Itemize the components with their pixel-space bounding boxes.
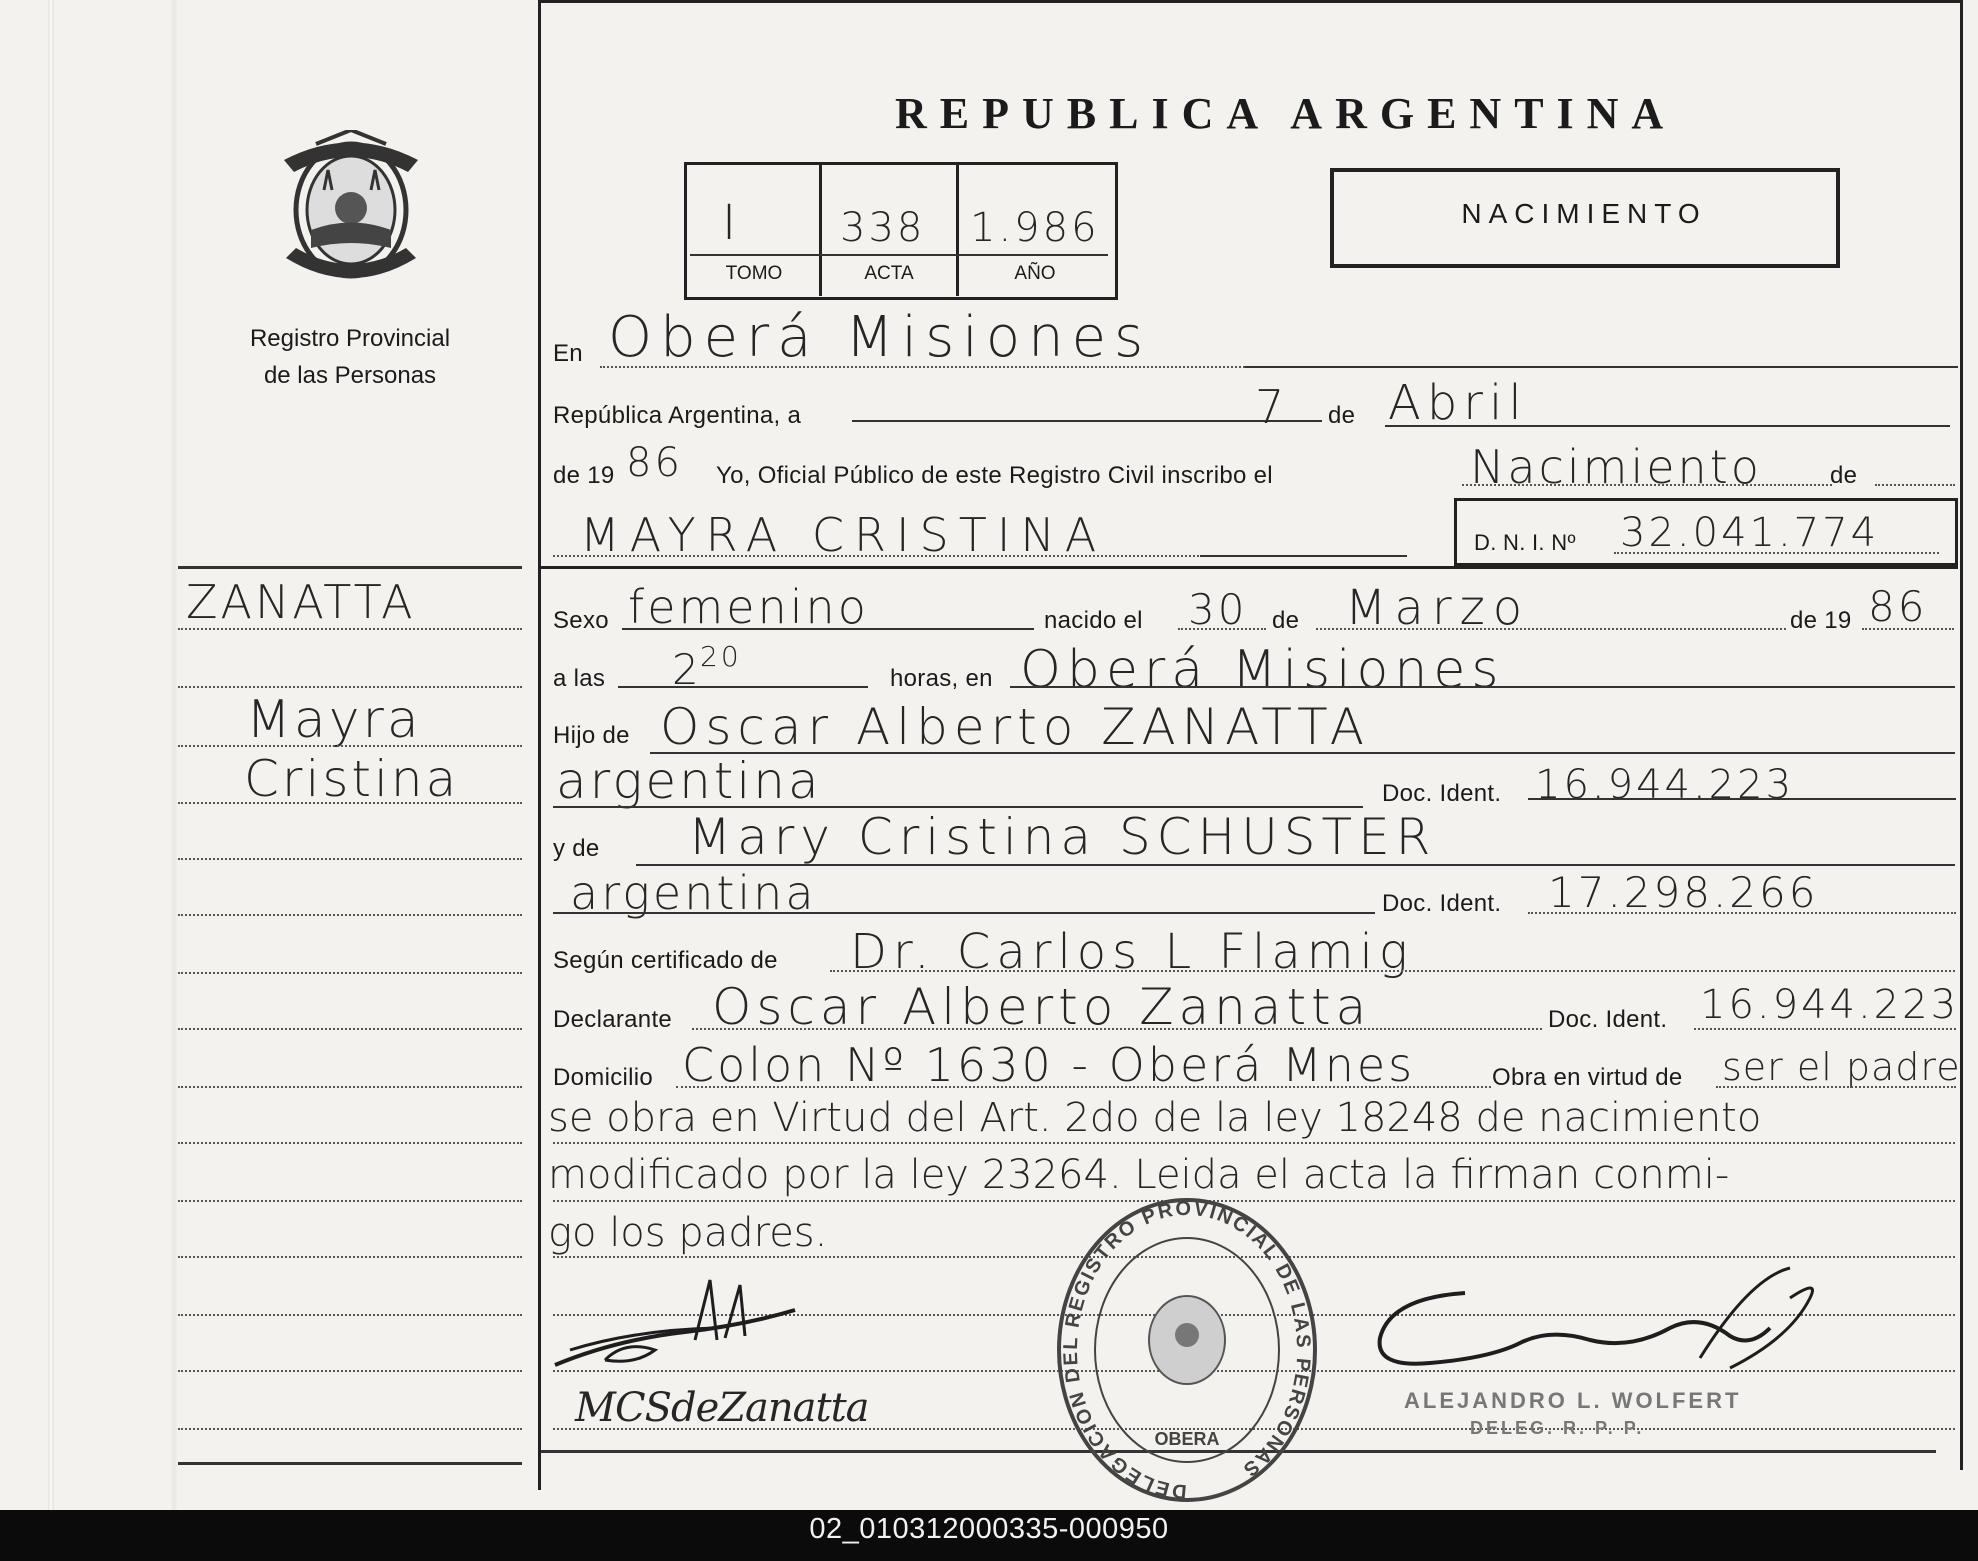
registry-name <box>200 320 500 394</box>
mother-doc-line <box>1528 912 1956 914</box>
mother-nationality-line <box>553 912 1375 914</box>
y-de-label: y de <box>553 835 600 862</box>
page-crease <box>170 0 178 1510</box>
note-line-2: modificado por la ley 23264. Leida el acta la firman conmi- <box>548 1152 1730 1198</box>
a-las-label: a las <box>553 665 606 692</box>
margin-line <box>178 914 522 916</box>
page-fold <box>48 0 54 1510</box>
document-type-label: NACIMIENTO <box>1461 198 1707 229</box>
document-id: 02_010312000335-000950 <box>809 1513 1169 1545</box>
father-doc-line <box>1528 798 1956 800</box>
sexo-value: femenino <box>628 580 869 634</box>
record-baseline <box>690 254 1108 256</box>
margin-line <box>178 1142 522 1144</box>
row3-end-line <box>1875 484 1955 486</box>
page-title: REPUBLICA ARGENTINA <box>895 89 1677 138</box>
seal-city: OBERA <box>1154 1429 1220 1449</box>
de-label-3: de <box>1272 607 1300 634</box>
margin-line <box>178 1086 522 1088</box>
year-prefix-label: de 19 <box>553 462 615 489</box>
place-value: Oberá Misiones <box>608 305 1152 370</box>
father-value: Oscar Alberto ZANATTA <box>660 698 1370 756</box>
margin-bottom-rule <box>178 1462 522 1465</box>
official-seal <box>1052 1195 1322 1510</box>
margin-line <box>178 1314 522 1316</box>
horas-label: horas, en <box>890 665 993 692</box>
official-title: DELEG. R. P. P. <box>1470 1418 1645 1438</box>
day-line <box>852 420 1322 422</box>
acta-value: 338 <box>840 205 926 251</box>
hijo-label: Hijo de <box>553 722 630 749</box>
act-type-value: Nacimiento <box>1470 440 1762 494</box>
place-line-end <box>1245 366 1958 368</box>
margin-line <box>178 745 522 747</box>
anio-value: 1.986 <box>970 205 1100 251</box>
form-left-border <box>538 0 541 1490</box>
mother-line <box>636 864 1955 866</box>
hour-value: 2 <box>672 645 702 694</box>
birth-place-line <box>1010 686 1955 688</box>
mother-doc-label: Doc. Ident. <box>1382 890 1502 917</box>
certificate-line <box>830 970 1955 972</box>
declarante-label: Declarante <box>553 1006 673 1033</box>
child-name-value: MAYRA CRISTINA <box>580 508 1107 562</box>
child-name-line <box>553 555 1203 557</box>
father-line <box>650 752 1955 754</box>
birth-day-line <box>1178 628 1266 630</box>
margin-line <box>178 1256 522 1258</box>
declarante-doc-value: 16.944.223 <box>1700 982 1960 1028</box>
declarante-doc-label: Doc. Ident. <box>1548 1006 1668 1033</box>
margin-given-name-2: Cristina <box>244 750 460 808</box>
hour-line <box>618 686 868 688</box>
year-suffix-value: 86 <box>626 440 683 486</box>
note-rule-1 <box>553 1142 1955 1144</box>
note-line-1: se obra en Virtud del Art. 2do de la ley 18248 de nacimiento <box>548 1095 1762 1141</box>
acta-label: ACTA <box>864 263 914 284</box>
en-label: En <box>553 340 583 367</box>
obra-label: Obra en virtud de <box>1492 1064 1683 1091</box>
official-signature <box>1370 1258 1830 1408</box>
note-line-3: go los padres. <box>548 1210 828 1256</box>
margin-line <box>178 628 522 630</box>
domicilio-value: Colon Nº 1630 - Oberá Mnes <box>682 1038 1416 1092</box>
birth-year-line <box>1862 628 1954 630</box>
de-label-2: de <box>1830 462 1858 489</box>
margin-line <box>178 858 522 860</box>
margin-top-rule <box>178 566 522 569</box>
form-right-border <box>1960 0 1963 1470</box>
form-section-rule <box>541 566 1958 569</box>
anio-label: AÑO <box>1014 263 1056 284</box>
obra-value: ser el padre <box>1722 1045 1961 1089</box>
de-label: de <box>1328 402 1356 429</box>
dni-label: D. N. I. Nº <box>1474 530 1576 555</box>
certificate-value: Dr. Carlos L Flamig <box>850 924 1414 980</box>
domicilio-line <box>676 1086 1491 1088</box>
dni-line <box>1614 552 1939 554</box>
declarante-value: Oscar Alberto Zanatta <box>712 978 1372 1036</box>
child-name-line-end <box>1200 555 1407 557</box>
mother-nationality-value: argentina <box>570 866 817 920</box>
day-value: 7 <box>1255 380 1288 434</box>
sexo-line <box>622 628 1034 630</box>
margin-line <box>178 802 522 804</box>
provincial-emblem-icon <box>276 130 426 292</box>
birth-month-line <box>1316 628 1786 630</box>
margin-line <box>178 686 522 688</box>
margin-line <box>178 1028 522 1030</box>
form-top-border <box>541 0 1961 3</box>
margin-line <box>178 1428 522 1430</box>
birth-year-value: 86 <box>1868 582 1928 631</box>
mother-doc-value: 17.298.266 <box>1548 868 1819 917</box>
segun-label: Según certificado de <box>553 947 778 974</box>
tomo-value: I <box>722 195 740 251</box>
declarante-line <box>692 1028 1542 1030</box>
seal-text: DELEGACION DEL REGISTRO PROVINCIAL DE LAS PERSONAS <box>1059 1197 1315 1503</box>
margin-line <box>178 972 522 974</box>
month-line <box>1385 425 1950 427</box>
tomo-label: TOMO <box>725 263 783 284</box>
sexo-label: Sexo <box>553 607 609 634</box>
father-nationality-value: argentina <box>556 752 822 810</box>
nacido-label: nacido el <box>1044 607 1143 634</box>
minutes-value: 20 <box>700 640 742 673</box>
month-value: Abril <box>1388 375 1528 431</box>
margin-line <box>178 1200 522 1202</box>
birth-month-value: Marzo <box>1345 580 1531 636</box>
republica-label: República Argentina, a <box>553 402 802 429</box>
father-signature <box>545 1270 805 1390</box>
dni-value: 32.041.774 <box>1620 510 1880 556</box>
mother-value: Mary Cristina SCHUSTER <box>688 808 1437 866</box>
margin-given-name-1: Mayra <box>246 690 422 750</box>
margin-surname: ZANATTA <box>186 575 416 629</box>
oficial-statement-label: Yo, Oficial Público de este Registro Civil inscribo el <box>716 462 1273 489</box>
birth-day-value: 30 <box>1188 585 1248 634</box>
registry-name-line1: Registro Provincial <box>249 325 451 352</box>
domicilio-label: Domicilio <box>553 1064 654 1091</box>
father-doc-label: Doc. Ident. <box>1382 780 1502 807</box>
registry-name-line2: de las Personas <box>263 362 437 389</box>
record-divider <box>956 162 959 296</box>
obra-line <box>1716 1086 1956 1088</box>
record-divider <box>819 162 822 296</box>
birth-year-prefix-label: de 19 <box>1790 607 1852 634</box>
act-type-line <box>1462 484 1832 486</box>
margin-line <box>178 1370 522 1372</box>
place-line <box>600 366 1245 368</box>
declarante-doc-line <box>1694 1028 1956 1030</box>
mother-signature: MCSdeZanatta <box>575 1385 869 1431</box>
father-doc-value: 16.944.223 <box>1535 762 1795 808</box>
official-name: ALEJANDRO L. WOLFERT <box>1404 1388 1742 1413</box>
birth-place-value: Oberá Misiones <box>1020 640 1505 700</box>
